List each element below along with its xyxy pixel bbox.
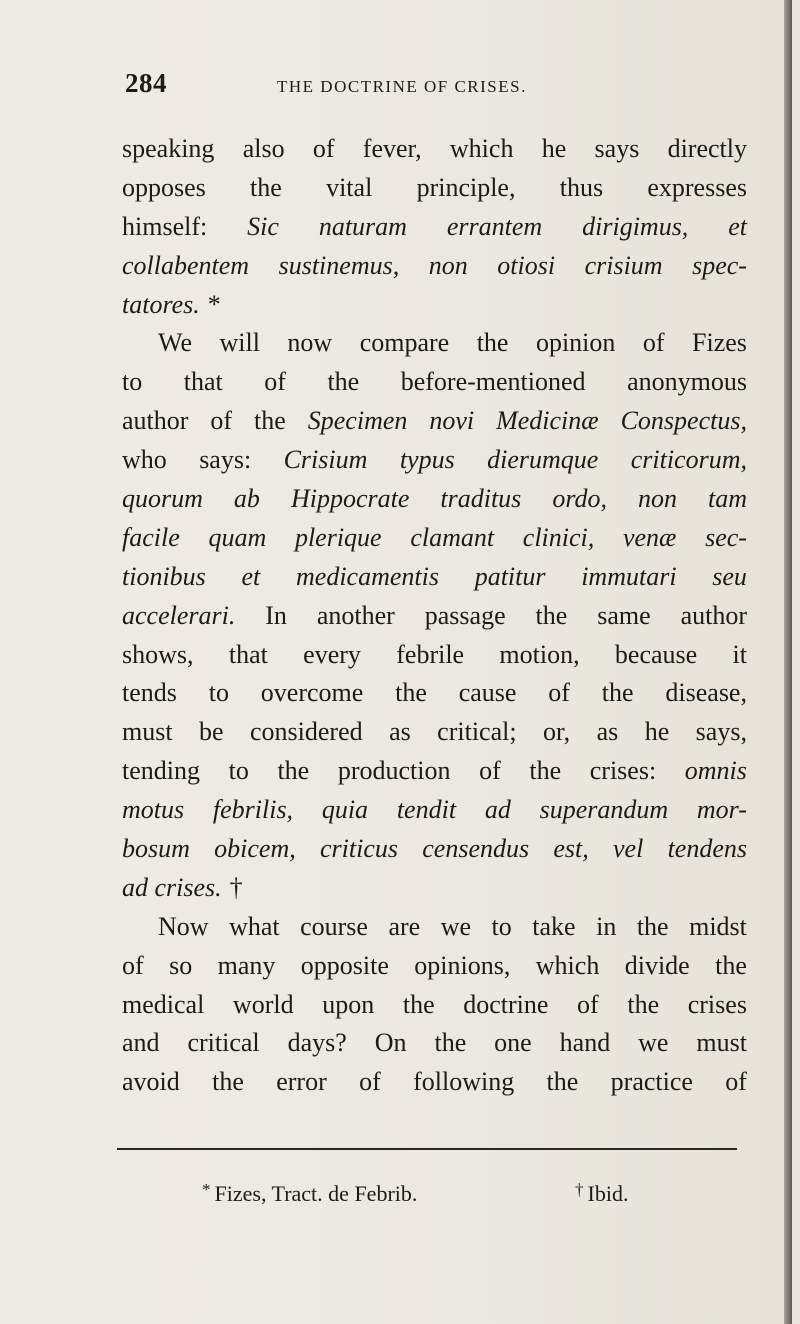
word: world [232,989,294,1019]
word: expresses [647,172,747,202]
italic-word: et [728,211,747,241]
word: the [627,989,660,1019]
word: production [337,756,451,786]
word: Fizes [692,328,747,358]
italic-word: tendit [396,795,457,825]
word: to [491,911,512,941]
word: are [388,911,421,941]
word: to [208,678,229,708]
text-line [122,324,747,363]
italic-word: mor- [696,795,747,825]
italic-word: dirigimus, [582,211,689,241]
italic-word: febrilis, [212,795,294,825]
italic-word: sustinemus, [278,250,400,280]
word: must [696,1028,747,1058]
text-line [122,597,747,636]
word: and [122,1028,160,1058]
text-line [122,1024,747,1063]
italic-word: criticorum, [630,445,747,475]
word: avoid [122,1067,180,1097]
word: one [494,1028,532,1058]
word: be [199,717,224,747]
italic-segment: tatores. [122,289,200,319]
word: the [434,1028,467,1058]
word: passage [424,600,506,630]
word: he [541,134,567,163]
text-line [122,869,747,908]
italic-word: sec- [705,522,747,552]
italic-word: seu [712,561,747,591]
word: the [395,678,427,708]
word: in [596,911,617,941]
word: directly [667,134,747,163]
page-header [125,68,750,102]
word: many [217,950,276,980]
word: which [449,134,514,163]
word: says [594,134,640,163]
word: says: [199,445,252,475]
italic-word: et [241,561,261,591]
word: anonymous [627,367,747,397]
word: that [228,639,268,669]
italic-word: omnis [684,756,747,786]
footnote-mark: † [575,1180,584,1199]
italic-word: est, [553,834,589,864]
word: he [644,717,670,747]
word: of [359,1067,381,1097]
word: medical [122,989,205,1019]
italic-word: spec- [692,250,747,280]
word: of [479,756,501,786]
italic-word: otiosi [497,250,556,280]
text-segment: * [207,289,221,319]
italic-word: censendus [422,834,530,864]
italic-word: medicamentis [296,561,439,591]
italic-word: Specimen [307,406,408,436]
text-line [122,713,747,752]
word: of [210,406,233,436]
word: as [389,717,411,747]
italic-word: crisium [584,250,663,280]
word: before-mentioned [400,367,586,397]
word: the [212,1067,244,1097]
text-line [122,947,747,986]
word: same [597,600,651,630]
word: divide [624,950,690,980]
word: that [183,367,223,397]
word: so [169,950,193,980]
footnote-text: Fizes, Tract. de Febrib. [214,1181,418,1206]
word: the [277,756,310,786]
italic-word: collabentem [122,250,250,280]
text-segment: † [229,872,243,902]
text-line [122,986,747,1025]
word: upon [322,989,375,1019]
word: the [535,600,568,630]
italic-word: accelerari. [122,600,236,630]
word: of [577,989,599,1019]
word: the [327,367,360,397]
italic-word: non [428,250,468,280]
word: cause [458,678,517,708]
running-head: THE DOCTRINE OF CRISES. [277,77,527,96]
italic-segment: ad crises. [122,872,222,902]
word: now [287,328,333,358]
word: thus [559,172,604,202]
word: of [548,678,570,708]
page-number: 284 [125,68,167,98]
italic-word: superandum [539,795,669,825]
italic-word: typus [399,445,455,475]
word: as [596,717,619,747]
footnote-fizes [202,1180,417,1207]
word: we [440,911,472,941]
word: the [402,989,435,1019]
word: disease, [665,678,747,708]
body-text [122,130,747,1102]
word: it [732,639,747,669]
text-line [122,636,747,675]
word: must [122,717,173,747]
italic-word: ab [233,484,260,514]
italic-word: non [637,484,677,514]
word: opinions, [414,950,511,980]
word: will [219,328,260,358]
italic-word: immutari [581,561,677,591]
italic-word: venæ [622,522,677,552]
text-line [122,480,747,519]
word: overcome [260,678,364,708]
word: midst [689,911,747,941]
italic-word: quam [208,522,267,552]
italic-word: Sic [247,211,279,241]
italic-word: ordo, [552,484,607,514]
word: of [642,328,665,358]
text-line [122,402,747,441]
text-line [122,558,747,597]
word: crises [687,989,747,1019]
word: motion, [499,639,580,669]
word: opposite [300,950,389,980]
italic-word: quia [321,795,369,825]
word: speaking [122,134,215,163]
word: also [242,134,285,163]
word: tends [122,678,177,708]
word: every [303,639,361,669]
text-line [122,674,747,713]
word: opinion [535,328,616,358]
word: principle, [416,172,516,202]
word: another [316,600,395,630]
word: author [680,600,747,630]
text-line [122,752,747,791]
word: author [122,406,189,436]
text-line [122,130,747,169]
word: the [254,406,286,436]
word: considered [250,717,363,747]
italic-word: criticus [320,834,398,864]
word: the [250,172,282,202]
word: fever, [362,134,422,163]
text-line [122,208,747,247]
italic-word: naturam [318,211,407,241]
word: the [715,950,747,980]
word: the [529,756,562,786]
text-line [122,441,747,480]
word: of [312,134,335,163]
word: himself: [122,211,208,241]
italic-word: Crisium [283,445,368,475]
word: Now [158,911,209,941]
word: to [122,367,143,397]
page-edge [784,0,792,1324]
word: tending [122,756,200,786]
word: the [546,1067,579,1097]
italic-word: errantem [446,211,543,241]
text-line [122,286,747,325]
word: hand [559,1028,611,1058]
text-line [122,169,747,208]
word: following [413,1067,515,1097]
word: says, [695,717,747,747]
word: compare [359,328,450,358]
footnote-text: Ibid. [587,1181,629,1206]
word: error [276,1067,327,1097]
italic-word: tionibus [122,561,206,591]
word: course [300,911,368,941]
italic-word: obicem, [214,834,296,864]
word: because [614,639,698,669]
word: of [264,367,286,397]
italic-word: Hippocrate [290,484,410,514]
word: or, [543,717,571,747]
word: the [601,678,634,708]
footnote-rule [117,1148,737,1150]
word: We [158,328,192,358]
italic-word: clamant [410,522,495,552]
word: crises: [589,756,657,786]
word: of [725,1067,747,1097]
word: opposes [122,172,206,202]
footnote-mark: * [202,1180,211,1199]
word: what [229,911,280,941]
italic-word: ad [484,795,511,825]
word: take [532,911,576,941]
word: critical; [437,717,517,747]
word: the [476,328,509,358]
text-line [122,247,747,286]
word: the [636,911,669,941]
text-line [122,908,747,947]
italic-word: dierumque [487,445,599,475]
text-line [122,830,747,869]
italic-word: tendens [667,834,747,864]
word: of [122,950,144,980]
word: febrile [396,639,465,669]
word: days? [287,1028,347,1058]
italic-word: bosum [122,834,190,864]
word: critical [187,1028,260,1058]
italic-word: Medicinæ [496,406,599,436]
italic-word: motus [122,795,185,825]
text-line [122,1063,747,1102]
italic-word: plerique [294,522,382,552]
word: doctrine [463,989,549,1019]
word: vital [326,172,373,202]
word: we [638,1028,669,1058]
italic-word: quorum [122,484,203,514]
text-line [122,363,747,402]
word: practice [610,1067,693,1097]
word: In [265,600,287,630]
italic-word: traditus [440,484,522,514]
footnote-ibid [575,1180,628,1207]
word: who [122,445,167,475]
word: which [535,950,600,980]
italic-word: facile [122,522,180,552]
word: On [374,1028,407,1058]
italic-word: vel [613,834,644,864]
text-line [122,791,747,830]
italic-word: tam [708,484,747,514]
italic-word: Conspectus, [620,406,747,436]
italic-word: novi [429,406,475,436]
italic-word: clinici, [522,522,595,552]
italic-word: patitur [474,561,546,591]
word: to [228,756,249,786]
word: shows, [122,639,194,669]
text-line [122,519,747,558]
